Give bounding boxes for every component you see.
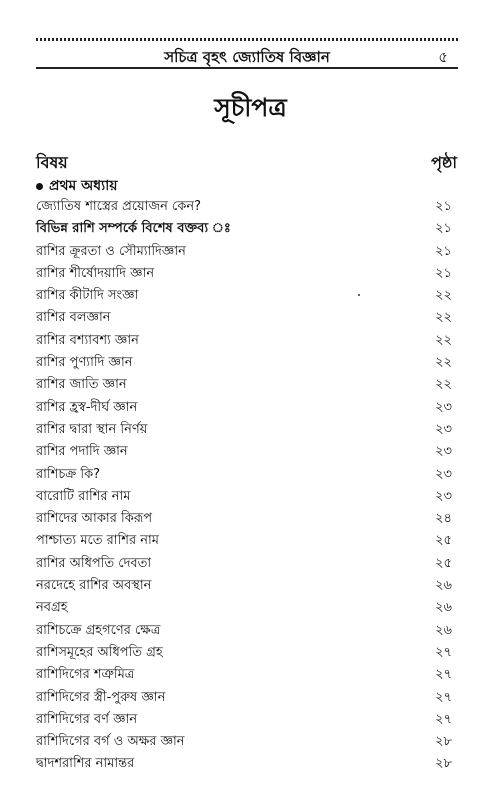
toc-entry-title: রাশিচক্র কি? bbox=[36, 466, 101, 482]
toc-entry bbox=[36, 196, 456, 218]
toc-entry-title: রাশির পুণ্যাদি জ্ঞান bbox=[36, 355, 133, 371]
toc-entry-page: ২২ bbox=[435, 310, 452, 326]
toc-entry bbox=[36, 642, 456, 664]
toc-entry-page: ২৩ bbox=[435, 466, 452, 482]
chapter-label: প্রথম অধ্যায় bbox=[49, 178, 118, 194]
toc-entry-title: বারোটি রাশির নাম bbox=[36, 488, 131, 504]
toc-entry-title: রাশির বশ্যাবশ্য জ্ঞান bbox=[36, 332, 139, 348]
book-title: সচিত্র বৃহৎ জ্যোতিষ বিজ্ঞান bbox=[164, 48, 330, 66]
toc-entry-title: নবগ্রহ bbox=[36, 600, 68, 616]
page-number: ৫ bbox=[438, 48, 448, 66]
print-speck bbox=[358, 294, 360, 296]
toc-entry bbox=[36, 597, 456, 619]
toc-entry-page: ২৩ bbox=[435, 444, 452, 460]
toc-entry-title: রাশিদিগের বর্ণ জ্ঞান bbox=[36, 711, 138, 727]
toc-entry bbox=[36, 307, 456, 329]
toc-entry-title: রাশির কীটাদি সংজ্ঞা bbox=[36, 288, 139, 304]
toc-entry-page: ২৮ bbox=[435, 756, 452, 772]
subject-column-header: বিষয় bbox=[36, 153, 68, 172]
toc-entry bbox=[36, 441, 456, 463]
toc-entry bbox=[36, 263, 456, 285]
toc-entry-page: ২৩ bbox=[435, 488, 452, 504]
toc-entry bbox=[36, 687, 456, 709]
toc-entry bbox=[36, 374, 456, 396]
toc-entry bbox=[36, 486, 456, 508]
toc-entry bbox=[36, 508, 456, 530]
toc-entry-page: ২২ bbox=[435, 332, 452, 348]
toc-entry-title: রাশির অধিপতি দেবতা bbox=[36, 555, 152, 571]
toc-entry-page: ২৩ bbox=[435, 399, 452, 415]
toc-entry-page: ২২ bbox=[435, 288, 452, 304]
toc-entry bbox=[36, 753, 456, 775]
toc-entry bbox=[36, 664, 456, 686]
toc-entry bbox=[36, 218, 456, 240]
toc-entry-page: ২৭ bbox=[435, 711, 452, 727]
toc-entry bbox=[36, 731, 456, 753]
toc-entry-title: রাশির শীর্ষোদয়াদি জ্ঞান bbox=[36, 265, 155, 281]
toc-entry-title: রাশির পদাদি জ্ঞান bbox=[36, 444, 128, 460]
page-column-header: পৃষ্ঠা bbox=[431, 153, 457, 172]
toc-entry-page: ২৭ bbox=[435, 689, 452, 705]
toc-entry bbox=[36, 575, 456, 597]
toc-entry-title: রাশির জাতি জ্ঞান bbox=[36, 377, 127, 393]
toc-entry-page: ২১ bbox=[435, 221, 452, 237]
toc-entry-title: রাশিদিগের শত্রুমিত্র bbox=[36, 667, 135, 683]
toc-entry-page: ২২ bbox=[435, 377, 452, 393]
toc-entry bbox=[36, 464, 456, 486]
bullet-icon bbox=[36, 183, 43, 190]
toc-entry bbox=[36, 352, 456, 374]
toc-entry bbox=[36, 530, 456, 552]
toc-entry-title: রাশিদের আকার কিরূপ bbox=[36, 511, 153, 527]
toc-entry-page: ২৩ bbox=[435, 421, 452, 437]
toc-entry-title: পাশ্চাত্য মতে রাশির নাম bbox=[36, 533, 160, 549]
toc-entry-page: ২২ bbox=[435, 355, 452, 371]
toc-entry bbox=[36, 397, 456, 419]
toc-entry-page: ২১ bbox=[435, 243, 452, 259]
toc-entry-page: ২৬ bbox=[435, 578, 452, 594]
toc-entry-title: রাশির দ্বারা স্থান নির্ণয় bbox=[36, 421, 148, 437]
toc-entry bbox=[36, 241, 456, 263]
toc-entry bbox=[36, 553, 456, 575]
toc-entry bbox=[36, 330, 456, 352]
toc-entry bbox=[36, 419, 456, 441]
toc-entry-title: জ্যোতিষ শাস্ত্রের প্রয়োজন কেন? bbox=[36, 199, 202, 214]
toc-entry-page: ২৮ bbox=[435, 734, 452, 750]
toc-entry-title: নরদেহে রাশির অবস্থান bbox=[36, 578, 152, 594]
toc-title: সূচীপত্র bbox=[214, 93, 287, 122]
chapter-heading bbox=[36, 174, 118, 198]
toc-entry-title: রাশির হ্রস্ব-দীর্ঘ জ্ঞান bbox=[36, 399, 138, 415]
running-header bbox=[36, 41, 458, 69]
toc-entry bbox=[36, 620, 456, 642]
toc-entry-title: রাশিচক্রে গ্রহগণের ক্ষেত্র bbox=[36, 622, 161, 638]
toc-list bbox=[36, 196, 456, 776]
toc-entry-title: দ্বাদশরাশির নামান্তর bbox=[36, 756, 135, 772]
toc-entry-title: রাশিসমূহের অধিপতি গ্রহ bbox=[36, 644, 163, 660]
toc-entry-page: ২৫ bbox=[435, 533, 452, 549]
toc-entry-title: রাশিদিগের স্ত্রী-পুরুষ জ্ঞান bbox=[36, 689, 166, 705]
toc-entry-title: বিভিন্ন রাশি সম্পর্কে বিশেষ বক্তব্য ঃ bbox=[36, 221, 231, 237]
toc-entry-title: রাশিদিগের বর্গ ও অক্ষর জ্ঞান bbox=[36, 734, 185, 750]
toc-entry-page: ২৪ bbox=[435, 511, 452, 527]
toc-entry-page: ২৭ bbox=[435, 667, 452, 683]
toc-entry-title: রাশির ক্রূরতা ও সৌম্যাদিজ্ঞান bbox=[36, 243, 186, 259]
toc-entry-page: ২১ bbox=[435, 265, 452, 281]
toc-entry bbox=[36, 285, 456, 307]
toc-entry-page: ২৫ bbox=[435, 555, 452, 571]
toc-entry-title: রাশির বলজ্ঞান bbox=[36, 310, 111, 326]
toc-entry-page: ২৬ bbox=[435, 622, 452, 638]
toc-entry-page: ২১ bbox=[435, 199, 452, 214]
toc-entry-page: ২৬ bbox=[435, 600, 452, 616]
toc-entry bbox=[36, 709, 456, 731]
toc-entry-page: ২৭ bbox=[435, 644, 452, 660]
